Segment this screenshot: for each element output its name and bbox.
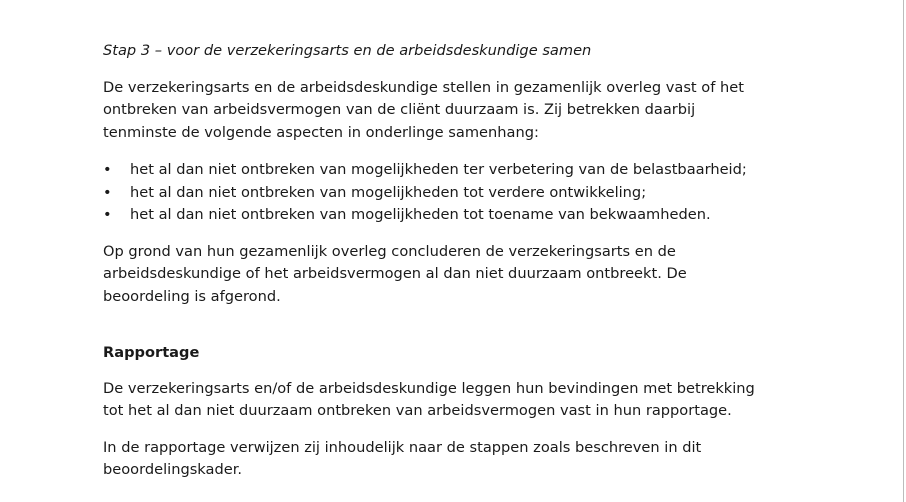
text-line: tenminste de volgende aspecten in onderlinge samenhang: (103, 123, 539, 141)
text-line: De verzekeringsarts en/of de arbeidsdeskundige leggen hun bevindingen met betrekking (103, 379, 755, 397)
list-item-text: het al dan niet ontbreken van mogelijkheden ter verbetering van de belastbaarheid; (130, 161, 747, 178)
text-line: tot het al dan niet duurzaam ontbreken van arbeidsvermogen vast in hun rapportage. (103, 402, 732, 419)
bullet: • (103, 183, 112, 201)
document-content (103, 40, 803, 482)
step-heading: Stap 3 – voor de verzekeringsarts en de arbeidsdeskundige samen (103, 42, 592, 59)
bullet: • (103, 206, 112, 223)
text-line: beoordelingskader. (103, 461, 242, 478)
list-item-text: het al dan niet ontbreken van mogelijkheden tot toename van bekwaamheden. (130, 206, 711, 223)
section-heading-rapportage: Rapportage (103, 344, 200, 361)
paragraph-conclusie (103, 241, 803, 309)
aspect-list (103, 159, 803, 227)
text-line: arbeidsdeskundige of het arbeidsvermogen al dan niet duurzaam ontbreekt. De (103, 265, 687, 282)
paragraph-duurzaamheid (103, 77, 803, 145)
text-line: ontbreken van arbeidsvermogen van de cliënt duurzaam is. Zij betrekken daarbij (103, 101, 696, 118)
list-item (103, 204, 803, 227)
text-line: Op grond van hun gezamenlijk overleg concluderen de verzekeringsarts en de (103, 242, 676, 260)
list-item (103, 182, 803, 205)
text-line: beoordeling is afgerond. (103, 287, 281, 305)
list-item-text: het al dan niet ontbreken van mogelijkheden tot verdere ontwikkeling; (130, 183, 647, 201)
paragraph-verwijzing (103, 437, 803, 482)
list-item (103, 159, 803, 182)
text-line: De verzekeringsarts en de arbeidsdeskundige stellen in gezamenlijk overleg vast of het (103, 78, 744, 96)
page-edge (903, 0, 904, 502)
text-line: In de rapportage verwijzen zij inhoudelijk naar de stappen zoals beschreven in dit (103, 438, 702, 456)
paragraph-rapportage (103, 378, 803, 423)
bullet: • (103, 161, 112, 178)
